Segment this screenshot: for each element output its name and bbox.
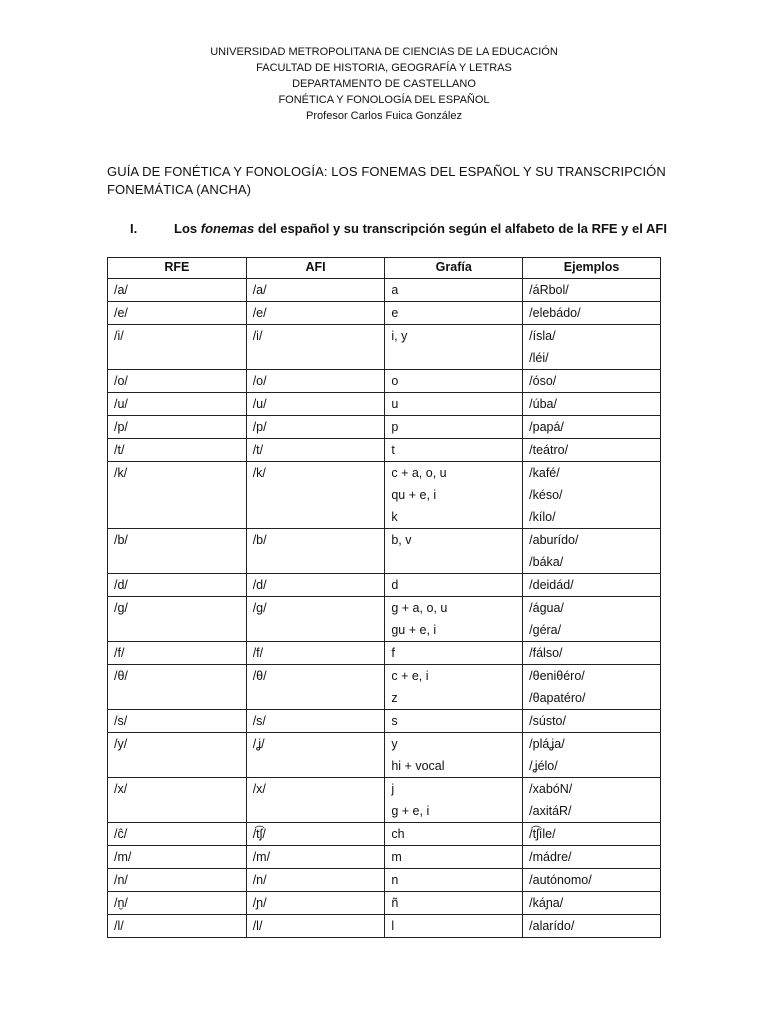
- table-row: [108, 439, 661, 462]
- cell-rfe: /p/: [108, 416, 247, 439]
- cell-grafia: [385, 846, 523, 869]
- cell-ejemplos: [523, 846, 661, 869]
- cell-ejemplos-line: /pláʝa/: [529, 737, 565, 751]
- cell-grafia-line: l: [391, 919, 395, 933]
- cell-afi: /l/: [246, 915, 385, 938]
- cell-ejemplos-line: /axitáR/: [529, 804, 572, 818]
- cell-grafia-line: t: [391, 443, 395, 457]
- cell-grafia-line: f: [391, 646, 395, 660]
- table-row: [108, 823, 661, 846]
- section-number: I.: [130, 221, 138, 236]
- cell-grafia: [385, 642, 523, 665]
- header-university: UNIVERSIDAD METROPOLITANA DE CIENCIAS DE LA EDUCACIÓN: [210, 46, 558, 58]
- cell-ejemplos: [523, 823, 661, 846]
- header-rfe: RFE: [108, 258, 247, 279]
- table-row: [108, 665, 661, 710]
- header-department: DEPARTAMENTO DE CASTELLANO: [292, 78, 476, 90]
- cell-ejemplos-line: /xabóN/: [529, 782, 573, 796]
- phoneme-table: [107, 257, 661, 938]
- cell-ejemplos-line: /kílo/: [529, 510, 556, 524]
- cell-grafia: [385, 665, 523, 710]
- cell-grafia: [385, 869, 523, 892]
- cell-ejemplos: [523, 642, 661, 665]
- cell-grafia-line: c + a, o, u: [391, 466, 447, 480]
- cell-afi: /f/: [246, 642, 385, 665]
- table-row: [108, 462, 661, 529]
- table-row: [108, 325, 661, 370]
- cell-afi: /k/: [246, 462, 385, 529]
- cell-afi: /ɲ/: [246, 892, 385, 915]
- cell-grafia: [385, 710, 523, 733]
- cell-afi: /x/: [246, 778, 385, 823]
- cell-ejemplos-line: /báka/: [529, 555, 564, 569]
- cell-afi: /a/: [246, 279, 385, 302]
- cell-ejemplos-line: /áRbol/: [529, 283, 569, 297]
- cell-ejemplos-line: /kafé/: [529, 466, 560, 480]
- cell-grafia-line: ch: [391, 827, 405, 841]
- cell-grafia: [385, 393, 523, 416]
- table-header-row: [108, 258, 661, 279]
- cell-ejemplos: [523, 439, 661, 462]
- cell-afi: /g/: [246, 597, 385, 642]
- cell-grafia-line: p: [391, 420, 399, 434]
- cell-grafia-line: qu + e, i: [391, 488, 437, 502]
- cell-afi: /o/: [246, 370, 385, 393]
- cell-afi: /d/: [246, 574, 385, 597]
- cell-grafia-line: y: [391, 737, 398, 751]
- cell-rfe: /l/: [108, 915, 247, 938]
- section-text-after: del español y su transcripción según el alfabeto de la RFE y el AFI: [254, 221, 667, 236]
- cell-afi: /m/: [246, 846, 385, 869]
- cell-grafia: [385, 416, 523, 439]
- cell-grafia: [385, 279, 523, 302]
- cell-ejemplos-line: /elebádo/: [529, 306, 581, 320]
- cell-afi: /b/: [246, 529, 385, 574]
- cell-grafia: [385, 370, 523, 393]
- cell-ejemplos: [523, 597, 661, 642]
- guide-title: GUÍA DE FONÉTICA Y FONOLOGÍA: LOS FONEMAS DEL ESPAÑOL Y SU TRANSCRIPCIÓN FONEMÁTICA (ANCHA): [107, 164, 666, 197]
- cell-ejemplos: [523, 778, 661, 823]
- cell-afi: /n/: [246, 869, 385, 892]
- cell-afi: /u/: [246, 393, 385, 416]
- table-row: [108, 302, 661, 325]
- cell-ejemplos-line: /θeniθéro/: [529, 669, 585, 683]
- cell-grafia-line: d: [391, 578, 399, 592]
- table-row: [108, 846, 661, 869]
- cell-grafia-line: n: [391, 873, 399, 887]
- cell-grafia: [385, 778, 523, 823]
- cell-grafia: [385, 302, 523, 325]
- cell-grafia-line: ñ: [391, 896, 399, 910]
- cell-ejemplos: [523, 710, 661, 733]
- cell-afi: /ʝ/: [246, 733, 385, 778]
- cell-grafia: [385, 529, 523, 574]
- table-row: [108, 416, 661, 439]
- cell-ejemplos: [523, 462, 661, 529]
- cell-ejemplos: [523, 915, 661, 938]
- cell-ejemplos-line: /úba/: [529, 397, 557, 411]
- table-row: [108, 778, 661, 823]
- cell-rfe: /a/: [108, 279, 247, 302]
- cell-ejemplos-line: /deidád/: [529, 578, 574, 592]
- header-afi: AFI: [246, 258, 385, 279]
- cell-ejemplos-line: /água/: [529, 601, 564, 615]
- cell-ejemplos-line: /mádre/: [529, 850, 572, 864]
- cell-rfe: /y/: [108, 733, 247, 778]
- table-row: [108, 892, 661, 915]
- table-row: [108, 597, 661, 642]
- cell-rfe: /n̮/: [108, 892, 247, 915]
- cell-rfe: /u/: [108, 393, 247, 416]
- cell-rfe: /b/: [108, 529, 247, 574]
- cell-grafia-line: k: [391, 510, 398, 524]
- header-professor: Profesor Carlos Fuica González: [306, 110, 462, 122]
- header-course: FONÉTICA Y FONOLOGÍA DEL ESPAÑOL: [278, 94, 490, 106]
- table-row: [108, 733, 661, 778]
- table-row: [108, 529, 661, 574]
- cell-rfe: /m/: [108, 846, 247, 869]
- header-grafia: Grafía: [385, 258, 523, 279]
- cell-afi: /t/: [246, 439, 385, 462]
- cell-ejemplos: [523, 370, 661, 393]
- cell-grafia: [385, 462, 523, 529]
- cell-ejemplos: [523, 302, 661, 325]
- cell-ejemplos-line: /θapatéro/: [529, 691, 586, 705]
- cell-grafia: [385, 915, 523, 938]
- cell-grafia: [385, 733, 523, 778]
- cell-ejemplos-line: /ʝélo/: [529, 759, 558, 773]
- cell-rfe: /g/: [108, 597, 247, 642]
- cell-ejemplos-line: /aburído/: [529, 533, 579, 547]
- section-heading: [130, 220, 690, 238]
- cell-afi: /p/: [246, 416, 385, 439]
- cell-ejemplos-line: /alarído/: [529, 919, 575, 933]
- cell-ejemplos-line: /késo/: [529, 488, 563, 502]
- cell-grafia: [385, 574, 523, 597]
- table-body: [108, 279, 661, 938]
- cell-ejemplos: [523, 892, 661, 915]
- cell-ejemplos-line: /papá/: [529, 420, 564, 434]
- table-row: [108, 574, 661, 597]
- cell-grafia: [385, 439, 523, 462]
- header-faculty: FACULTAD DE HISTORIA, GEOGRAFÍA Y LETRAS: [256, 62, 512, 74]
- cell-ejemplos-line: /léi/: [529, 351, 549, 365]
- cell-ejemplos: [523, 574, 661, 597]
- table-row: [108, 393, 661, 416]
- cell-grafia: [385, 325, 523, 370]
- cell-grafia: [385, 597, 523, 642]
- table-row: [108, 370, 661, 393]
- cell-grafia-line: c + e, i: [391, 669, 429, 683]
- cell-grafia-line: m: [391, 850, 402, 864]
- cell-grafia-line: i, y: [391, 329, 408, 343]
- cell-grafia: [385, 823, 523, 846]
- table-row: [108, 915, 661, 938]
- cell-grafia-line: b, v: [391, 533, 412, 547]
- cell-grafia-line: g + e, i: [391, 804, 430, 818]
- cell-rfe: /x/: [108, 778, 247, 823]
- cell-grafia-line: gu + e, i: [391, 623, 437, 637]
- cell-grafia-line: j: [391, 782, 395, 796]
- cell-rfe: /f/: [108, 642, 247, 665]
- cell-ejemplos-line: /ísla/: [529, 329, 556, 343]
- cell-ejemplos-line: /géra/: [529, 623, 562, 637]
- cell-ejemplos: [523, 733, 661, 778]
- cell-grafia-line: hi + vocal: [391, 759, 445, 773]
- cell-ejemplos-line: /autónomo/: [529, 873, 592, 887]
- cell-ejemplos-line: /teátro/: [529, 443, 569, 457]
- cell-afi: /e/: [246, 302, 385, 325]
- cell-ejemplos: [523, 869, 661, 892]
- cell-ejemplos-line: /óso/: [529, 374, 557, 388]
- cell-rfe: /ĉ/: [108, 823, 247, 846]
- cell-grafia-line: z: [391, 691, 398, 705]
- cell-rfe: /o/: [108, 370, 247, 393]
- table-row: [108, 642, 661, 665]
- cell-grafia-line: g + a, o, u: [391, 601, 448, 615]
- cell-grafia-line: o: [391, 374, 399, 388]
- cell-rfe: /i/: [108, 325, 247, 370]
- cell-ejemplos: [523, 665, 661, 710]
- cell-ejemplos: [523, 529, 661, 574]
- cell-ejemplos: [523, 393, 661, 416]
- cell-grafia-line: e: [391, 306, 399, 320]
- header-ejemplos: Ejemplos: [523, 258, 661, 279]
- cell-grafia: [385, 892, 523, 915]
- cell-grafia-line: u: [391, 397, 399, 411]
- table-row: [108, 279, 661, 302]
- cell-rfe: /e/: [108, 302, 247, 325]
- cell-afi: /s/: [246, 710, 385, 733]
- cell-grafia-line: s: [391, 714, 398, 728]
- document-header: [0, 44, 768, 124]
- section-text-emphasis: fonemas: [200, 221, 255, 236]
- cell-rfe: /s/: [108, 710, 247, 733]
- cell-ejemplos-line: /káɲa/: [529, 896, 564, 910]
- table-row: [108, 869, 661, 892]
- cell-ejemplos-line: /fálso/: [529, 646, 563, 660]
- cell-ejemplos: [523, 279, 661, 302]
- table-row: [108, 710, 661, 733]
- cell-rfe: /n/: [108, 869, 247, 892]
- cell-afi: /i/: [246, 325, 385, 370]
- cell-afi: /t͡ʃ/: [246, 823, 385, 846]
- cell-rfe: /t/: [108, 439, 247, 462]
- cell-rfe: /k/: [108, 462, 247, 529]
- section-text-before: Los: [174, 221, 201, 236]
- cell-rfe: /d/: [108, 574, 247, 597]
- cell-ejemplos-line: /sústo/: [529, 714, 566, 728]
- cell-afi: /θ/: [246, 665, 385, 710]
- cell-grafia-line: a: [391, 283, 399, 297]
- cell-ejemplos: [523, 325, 661, 370]
- cell-ejemplos: [523, 416, 661, 439]
- cell-rfe: /θ/: [108, 665, 247, 710]
- cell-ejemplos-line: /t͡ʃíle/: [529, 827, 556, 841]
